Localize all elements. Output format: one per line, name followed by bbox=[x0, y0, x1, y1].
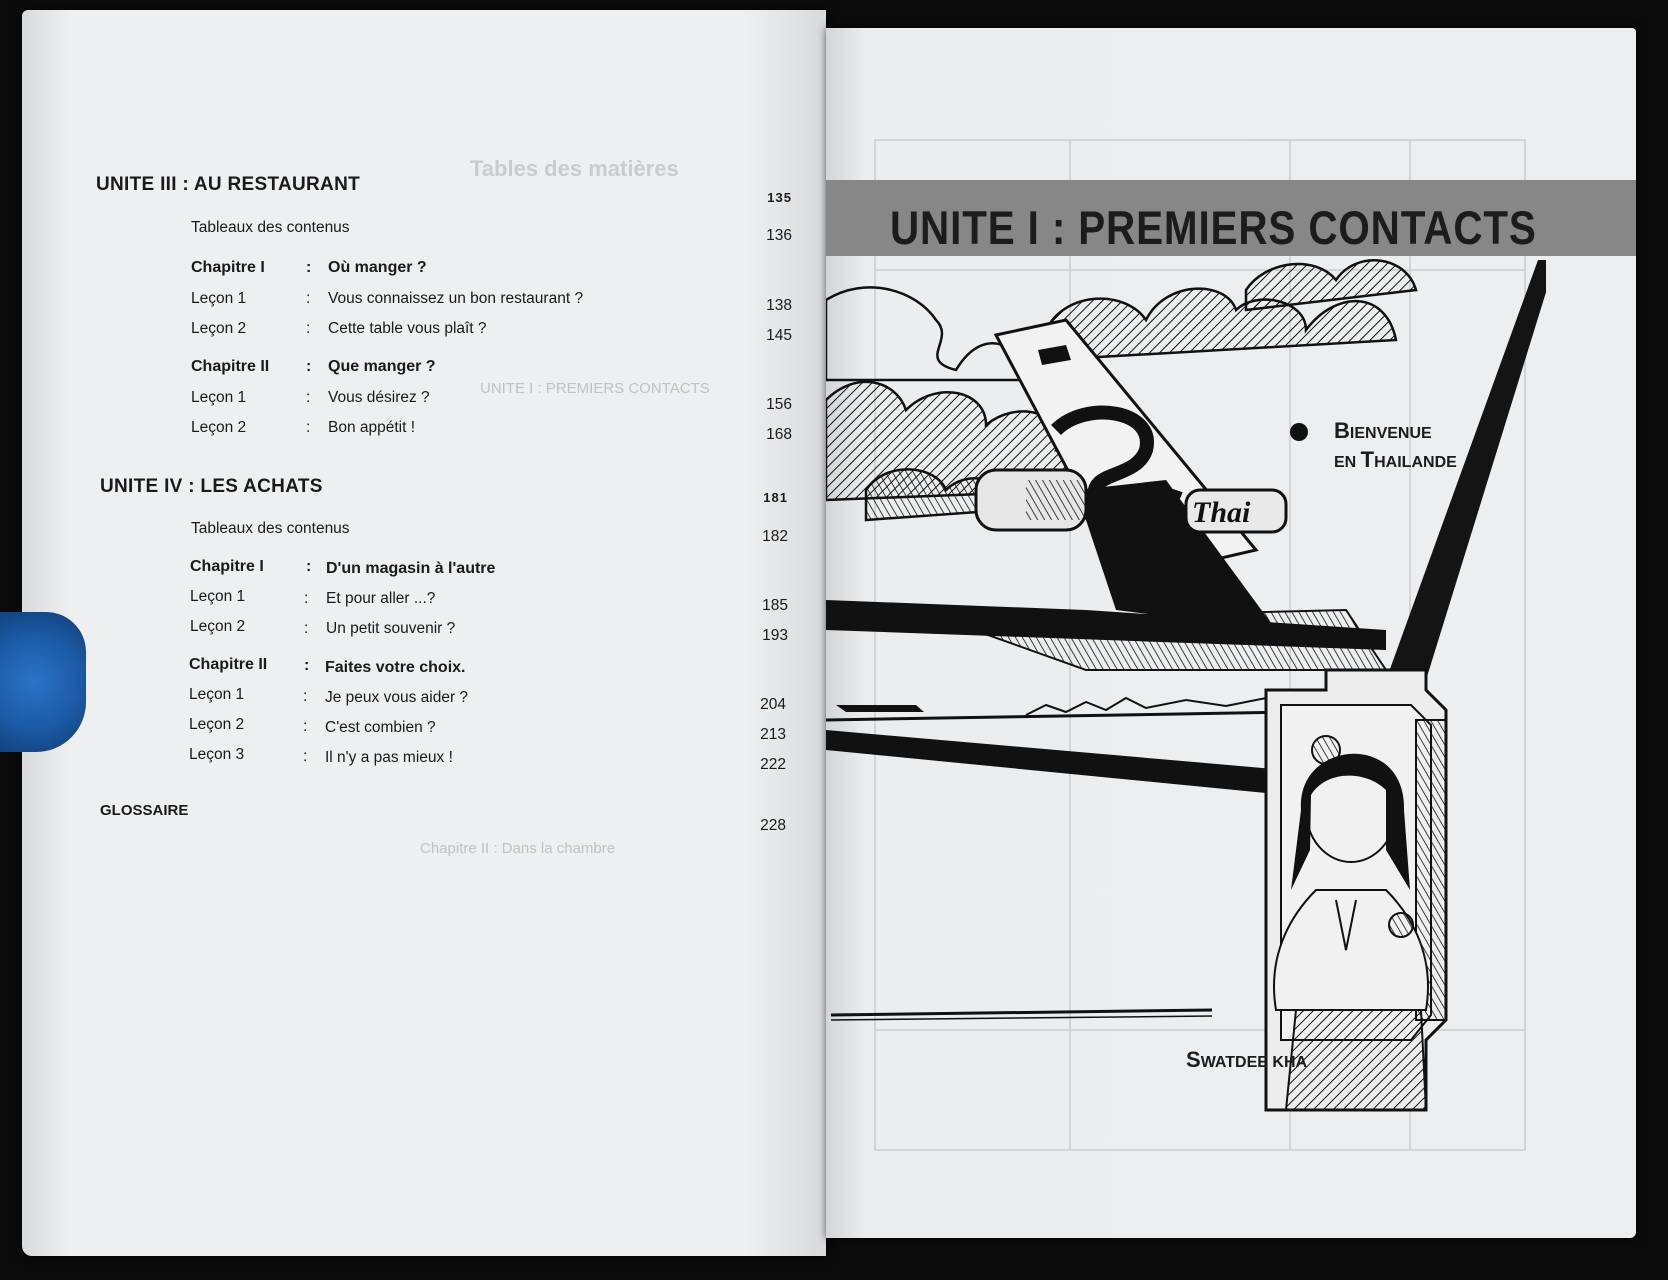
unit4-tableaux-label: Tableaux des contenus bbox=[191, 520, 350, 537]
unit4-ch2-lesson2-colon: : bbox=[303, 718, 308, 735]
unit4-ch1-lesson1-title: Et pour aller ...? bbox=[326, 590, 436, 607]
unit4-ch1-lesson2-label: Leçon 2 bbox=[190, 618, 246, 635]
glossaire-page: 228 bbox=[760, 817, 786, 834]
unit4-heading: UNITE IV : LES ACHATS bbox=[100, 476, 323, 497]
runway-band bbox=[826, 730, 1286, 795]
unit4-chapter1-colon: : bbox=[306, 558, 312, 575]
unit3-tableaux-page: 136 bbox=[766, 227, 792, 244]
unit4-ch2-lesson3-label: Leçon 3 bbox=[189, 746, 245, 763]
unit3-ch1-lesson1-colon: : bbox=[306, 290, 311, 307]
unit4-ch2-lesson2-label: Leçon 2 bbox=[189, 716, 245, 733]
unit4-ch1-lesson2-colon: : bbox=[304, 620, 309, 637]
unit4-ch1-lesson1-page: 185 bbox=[762, 597, 788, 614]
unit4-ch2-lesson3-title: Il n'y a pas mieux ! bbox=[325, 749, 453, 766]
bleed-through-title: Tables des matières bbox=[470, 156, 679, 181]
unit3-tableaux-label: Tableaux des contenus bbox=[191, 219, 350, 236]
unit4-ch2-lesson3-page: 222 bbox=[760, 756, 786, 773]
thai-logo: Thai bbox=[1192, 496, 1251, 529]
unit3-chapter1-colon: : bbox=[306, 259, 312, 276]
bullet-icon bbox=[1290, 423, 1308, 441]
unit3-ch2-lesson2-label: Leçon 2 bbox=[191, 419, 247, 436]
unit4-ch1-lesson2-page: 193 bbox=[762, 627, 788, 644]
unit3-ch1-lesson1-label: Leçon 1 bbox=[191, 290, 247, 307]
unit3-ch2-lesson1-label: Leçon 1 bbox=[191, 389, 247, 406]
unit3-heading: UNITE III : AU RESTAURANT bbox=[96, 174, 360, 195]
unit4-chapter2-colon: : bbox=[304, 657, 310, 674]
unit4-ch2-lesson2-title: C'est combien ? bbox=[325, 719, 436, 736]
unit3-ch2-lesson2-title: Bon appétit ! bbox=[328, 419, 416, 436]
unit4-ch2-lesson2-page: 213 bbox=[760, 726, 786, 743]
unit4-chapter2-label: Chapitre II bbox=[189, 656, 268, 673]
unit3-ch1-lesson2-page: 145 bbox=[766, 327, 792, 344]
unit3-chapter2-colon: : bbox=[306, 358, 312, 375]
unit4-ch2-lesson1-title: Je peux vous aider ? bbox=[325, 689, 469, 706]
unit4-ch2-lesson3-colon: : bbox=[303, 748, 308, 765]
unit4-chapter1-title: D'un magasin à l'autre bbox=[326, 560, 496, 577]
bleed-through-text: Chapitre II : Dans la chambre bbox=[420, 840, 616, 857]
unit4-chapter2-title: Faites votre choix. bbox=[325, 659, 466, 676]
unit4-page: 181 bbox=[763, 490, 788, 505]
unit3-chapter1-title: Où manger ? bbox=[328, 259, 427, 276]
unit4-tableaux-page: 182 bbox=[762, 528, 788, 545]
thumb-holding-book bbox=[0, 612, 86, 752]
unit4-ch2-lesson1-colon: : bbox=[303, 688, 308, 705]
unit3-chapter2-title: Que manger ? bbox=[328, 358, 436, 375]
unit3-ch1-lesson1-title: Vous connaissez un bon restaurant ? bbox=[328, 290, 584, 307]
unit4-ch2-lesson1-page: 204 bbox=[760, 696, 786, 713]
glossaire-label: GLOSSAIRE bbox=[100, 802, 189, 819]
unit4-ch2-lesson1-label: Leçon 1 bbox=[189, 686, 245, 703]
unit3-ch2-lesson2-page: 168 bbox=[766, 426, 792, 443]
unit3-ch1-lesson2-title: Cette table vous plaît ? bbox=[328, 320, 487, 337]
greeting-rule bbox=[831, 1010, 1212, 1015]
girl-portrait-icon bbox=[1266, 670, 1446, 1110]
unit3-ch2-lesson2-colon: : bbox=[306, 419, 311, 436]
distant-plane-icon bbox=[836, 705, 924, 712]
unit3-ch2-lesson1-title: Vous désirez ? bbox=[328, 389, 430, 406]
unit3-ch2-lesson1-page: 156 bbox=[766, 396, 792, 413]
greeting-caption: SWATDEE KHA bbox=[1186, 1047, 1308, 1072]
unit4-ch1-lesson2-title: Un petit souvenir ? bbox=[326, 620, 456, 637]
unit3-chapter1-label: Chapitre I bbox=[191, 259, 265, 276]
bleed-through-text: UNITE I : PREMIERS CONTACTS bbox=[480, 380, 710, 397]
unit3-ch1-lesson2-colon: : bbox=[306, 320, 311, 337]
unit4-chapter1-label: Chapitre I bbox=[190, 558, 264, 575]
unit3-ch1-lesson2-label: Leçon 2 bbox=[191, 320, 247, 337]
unit3-page: 135 bbox=[767, 190, 792, 205]
unit3-chapter2-label: Chapitre II bbox=[191, 358, 270, 375]
welcome-caption: BIENVENUE EN THAILANDE bbox=[1334, 418, 1457, 472]
unit3-ch2-lesson1-colon: : bbox=[306, 389, 311, 406]
unit4-ch1-lesson1-label: Leçon 1 bbox=[190, 588, 246, 605]
skyline-icon bbox=[826, 698, 1296, 795]
unit-banner-title: UNITE I : PREMIERS CONTACTS bbox=[890, 201, 1537, 254]
unit3-ch1-lesson1-page: 138 bbox=[766, 297, 792, 314]
unit4-ch1-lesson1-colon: : bbox=[304, 590, 309, 607]
